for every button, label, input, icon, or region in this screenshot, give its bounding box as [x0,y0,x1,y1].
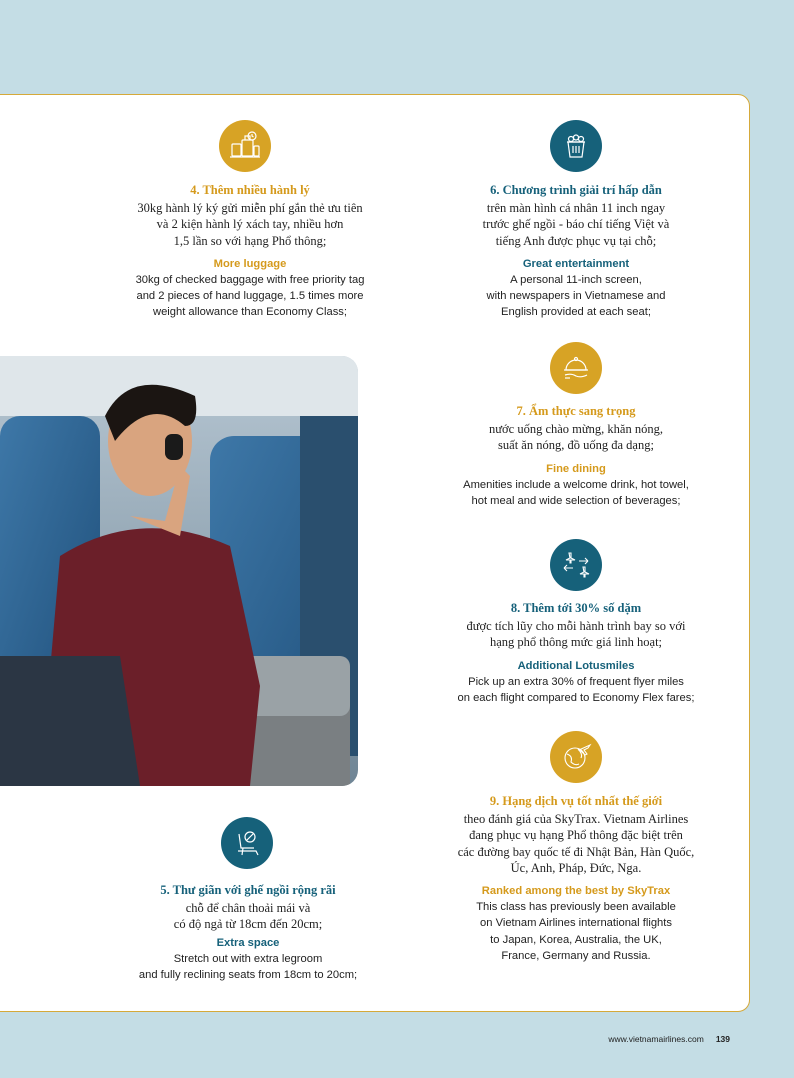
website-url: www.vietnamairlines.com [608,1034,704,1044]
feature-body-en: 30kg of checked baggage with free priority tag and 2 pieces of hand luggage, 1.5 times more weight allowance than Economy Class; [135,273,365,319]
feature-body-en: Stretch out with extra legroom and fully reclining seats from 18cm to 20cm; [138,952,358,981]
page-number: 139 [715,1034,730,1044]
feature-title-en: Extra space [216,936,280,949]
feature-title-en: Ranked among the best by SkyTrax [481,885,671,898]
seat-icon [221,817,273,869]
feature-body-vi: nước uống chào mừng, khăn nóng, suất ăn nóng, đồ uống đa dạng; [489,422,663,453]
feature-body-en: Pick up an extra 30% of frequent flyer miles on each flight compared to Economy Flex fares; [457,675,695,704]
planes-icon [550,539,602,591]
feature-fine-dining [436,404,716,509]
feature-body-en: Amenities include a welcome drink, hot towel, hot meal and wide selection of beverages; [463,478,689,507]
feature-title-vi: 7. Ẩm thực sang trọng [516,404,636,418]
globe-plane-icon [550,731,602,783]
feature-title-en: More luggage [213,257,287,270]
drink-popcorn-icon [550,120,602,172]
feature-more-luggage [110,183,390,321]
feature-title-en: Great entertainment [522,257,630,270]
feature-title-en: Fine dining [546,462,606,475]
feature-body-vi: 30kg hành lý ký gửi miễn phí gắn thẻ ưu tiên và 2 kiện hành lý xách tay, nhiều hơn 1,5 lần so với hạng Phổ thông; [137,201,363,248]
feature-extra-space [110,883,386,983]
page-footer [608,1034,730,1044]
feature-body-vi: trên màn hình cá nhân 11 inch ngay trước ghế ngồi - báo chí tiếng Việt và tiếng Anh được phục vụ tại chỗ; [482,201,670,248]
cloche-icon [550,342,602,394]
feature-body-vi: theo đánh giá của SkyTrax. Vietnam Airlines đang phục vụ hạng Phổ thông đặc biệt trên các đường bay quốc tế đi Nhật Bản, Hàn Quốc, Úc, Anh, Pháp, Đức, Nga. [457,812,695,875]
feature-title-vi: 4. Thêm nhiều hành lý [190,183,310,197]
feature-title-vi: 5. Thư giãn với ghế ngồi rộng rãi [160,883,336,897]
feature-body-vi: chỗ để chân thoải mái và có độ ngả từ 18cm đến 20cm; [173,901,323,932]
feature-body-en: A personal 11-inch screen, with newspapers in Vietnamese and English provided at each seat; [486,273,666,319]
feature-skytrax-ranking [426,794,726,964]
feature-body-vi: được tích lũy cho mỗi hành trình bay so với hạng phổ thông mức giá linh hoạt; [466,619,686,650]
feature-body-en: This class has previously been available on Vietnam Airlines international flights to Japan, Korea, Australia, the UK, France, Germany and Russia. [476,901,676,962]
feature-title-vi: 9. Hạng dịch vụ tốt nhất thế giới [489,794,663,808]
luggage-icon [219,120,271,172]
feature-title-vi: 6. Chương trình giải trí hấp dẫn [490,183,662,197]
feature-great-entertainment [436,183,716,321]
passenger-photo [0,356,358,786]
feature-title-en: Additional Lotusmiles [517,659,635,672]
feature-title-vi: 8. Thêm tới 30% số dặm [510,601,642,615]
feature-additional-lotusmiles [436,601,716,706]
